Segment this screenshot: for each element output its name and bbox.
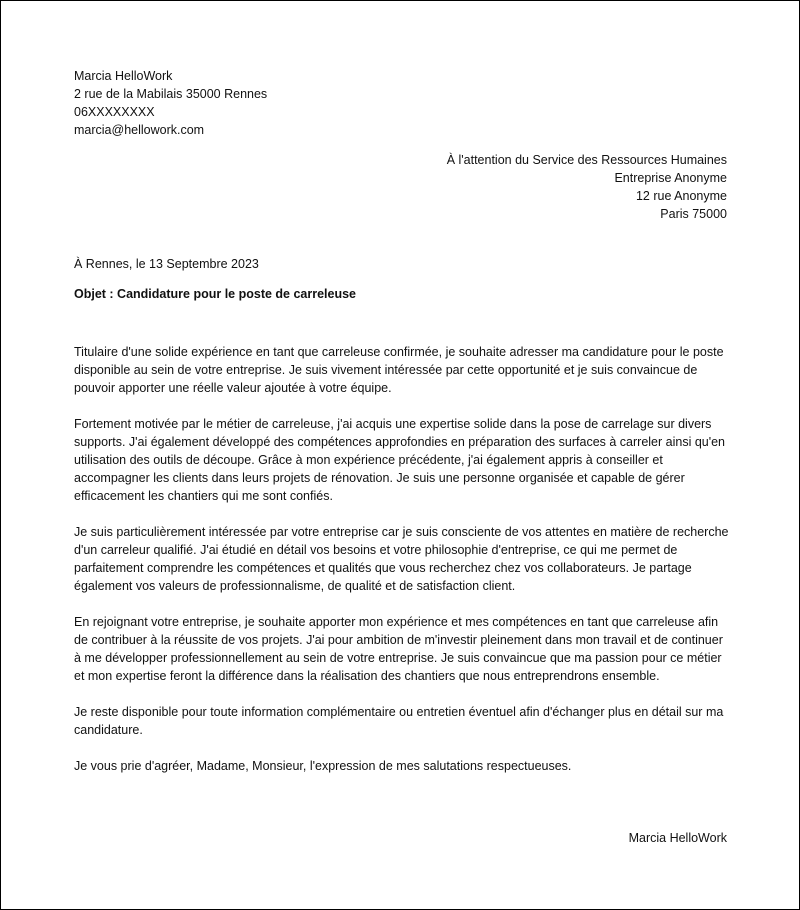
sender-address: 2 rue de la Mabilais 35000 Rennes [74,87,268,101]
letter-date: À Rennes, le 13 Septembre 2023 [74,257,259,271]
body-paragraph: Fortement motivée par le métier de carreleuse, j'ai acquis une expertise solide dans la pose de carrelage sur divers supports. J'ai également développé des compétences approfondies en préparation des surfaces à carreler ainsi qu'en utilisation des outils de découpe. Grâce à mon expérience précédente, j'ai également appris à conseiller et accompagner les clients dans leurs projets de rénovation. Je suis une personne organisée et capable de gérer efficacement les chantiers qui me sont confiés. [74,417,726,503]
body-paragraph: Je suis particulièrement intéressée par votre entreprise car je suis consciente de vos attentes en matière de recherche d'un carreleur qualifié. J'ai étudié en détail vos besoins et votre philosophie d'entreprise, ce qui me permet de parfaitement comprendre les compétences et qualités que vous recherchez chez vos collaborateurs. Je partage également vos valeurs de professionnalisme, de qualité et de satisfaction client. [74,525,729,593]
closing-paragraph: Je vous prie d'agréer, Madame, Monsieur, l'expression de mes salutations respectueuses. [74,759,572,773]
sender-name: Marcia HelloWork [74,69,173,83]
sender-phone: 06XXXXXXXX [74,105,155,119]
recipient-city: Paris 75000 [660,207,727,221]
letter-body [74,343,729,793]
recipient-attention: À l'attention du Service des Ressources Humaines [446,153,727,167]
recipient-street: 12 rue Anonyme [635,189,727,203]
sender-email: marcia@hellowork.com [74,123,205,137]
recipient-block [447,151,727,223]
body-paragraph: Je reste disponible pour toute information complémentaire ou entretien éventuel afin d'échanger plus en détail sur ma candidature. [74,705,724,737]
signature: Marcia HelloWork [628,831,727,845]
body-paragraph: En rejoignant votre entreprise, je souhaite apporter mon expérience et mes compétences en tant que carreleuse afin de contribuer à la réussite de vos projets. J'ai pour ambition de m'investir pleinement dans mon travail et de continuer à me développer professionnellement au sein de votre entreprise. Je suis convaincue que ma passion pour ce métier et mon expertise feront la différence dans la réalisation des chantiers que nous entreprendrons ensemble. [74,615,723,683]
letter-subject: Objet : Candidature pour le poste de carreleuse [74,287,357,301]
sender-block [74,67,267,139]
recipient-company: Entreprise Anonyme [614,171,727,185]
body-paragraph: Titulaire d'une solide expérience en tant que carreleuse confirmée, je souhaite adresser ma candidature pour le poste disponible au sein de votre entreprise. Je suis vivement intéressée par cette opportunité et je suis convaincue de pouvoir apporter une réelle valeur ajoutée à votre équipe. [74,345,724,395]
